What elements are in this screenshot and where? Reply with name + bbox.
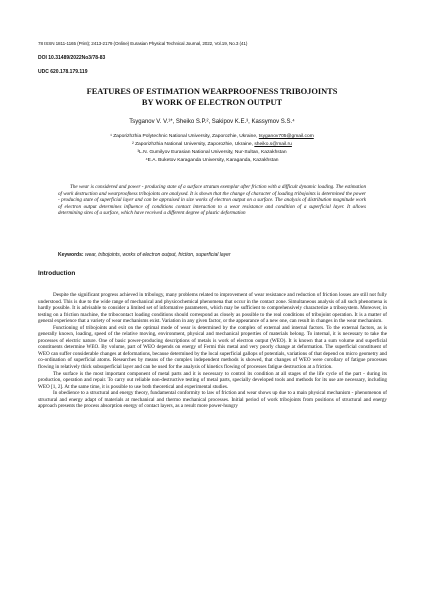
affiliation-1 (38, 133, 386, 141)
paragraph-4: In obedience to a structural and energy theory, fundamental conformity to law of friction and wear shows up due to a main physical mechanism - phenomenon of structural and energy adapt of materials at mechanical and thermo mechanical processes. Initial period of work tribojoints from positions of structural and energy approach presents the process absorption energy of contact layers, as a result more power-hungry (38, 390, 387, 410)
email-link[interactable]: sheiko.s@mail.ru (254, 142, 292, 147)
body-text (38, 292, 387, 410)
paragraph-1: Despite the significant progress achieved in tribology, many problems related to improvement of wear resistance and reduction of friction losses are still not fully understood. This is due to the wide range of mechanical and physicochemical phenomena that occur in the contact zone. Simultaneous analysis of all such phenomena is hardly possible. It is advisable to consider a limited set of informative parameters, which may be sufficient to comprehensively characterize a tribosystem. Moreover, in testing on a friction machine, the tribocontact loading conditions should correspond as closely as possible to the real conditions of tribojoint operation. It is a matter of general experience that a variety of wear mechanisms exist. Variation in any given factor, or the appearance of a new one, can result in changes in the wear mechanism. (38, 292, 387, 325)
affiliation-text: ² Zaporizhzhia National University, Zaporozhie, Ukraine, (132, 142, 255, 147)
paragraph-3: The surface is the most important component of metal parts and it is necessary to control its condition at all stages of the life cycle of the part - during its production, operation and repair. To carry out reliable non-destructive testing of metal parts, specially developed tools and methods for its use are necessary, including WEO [1, 2]. At the same time, it is possible to use both theoretical and experimental studies. (38, 370, 387, 390)
doi-line: DOI 10.31489/2022No3/78-83 (38, 55, 106, 61)
affiliation-text: ⁴E.A. Buketov Karaganda University, Karaganda, Kazakhstan (145, 158, 279, 163)
affiliation-2 (38, 141, 386, 149)
affiliation-list (38, 133, 386, 165)
affiliation-text: ¹ Zaporizhzhia Polytechnic National University, Zaporozhie, Ukraine, (110, 134, 259, 139)
abstract: The wear is considered and power - producing state of a surface stratum exemplar after friction with a difficult dynamic loading. The estimation of work destruction and wearproofness tribojoints are analysed. It is shown that the change of character of loading tribojoints is determined the power - producing state of superficial layer and can be appraised in size works of electron output on a surface. The analysis of distribution magnitude work of electron output determines influence of conditions contact interaction to a wear resistance and condition of a superficial layer. It allows determining sites of a surface, which have received a different degree of plastic deformation (58, 184, 366, 216)
affiliation-text: ³L.N. Gumilyov Eurasian National University, Nur-Sultan, Kazakhstan (137, 150, 287, 155)
paragraph-2: Functioning of tribojoints and exit on the optimal mode of wear is determined by the complex of external and internal factors. To the external factors, as is generally known, loading, speed of the relative moving, environment, physical and mechanical properties of materials belong. To internal, it is necessary to take the processes of electric nature. One of basic power-producing descriptions of metals is work of electron output (WEO). It is known that a sum volume and superficial constituents determine WEO. By volume, part of WEO depends on energy of Fermi this metal and very poorly change at deformation. The superficial constituent of WEO can suffer considerable changes at deformations, because determined by the local superficial gallops of potentials, variations of that depend on micro geometry and co-ordination of superficial atoms. Researches by means of the complex independent methods is showed, that changes of WEO were corollary of fatigue processes flowing in relatively thick subsuperficial layer and can be used for the analysis of kinetics flowing of processes fatigue destruction at a friction. (38, 324, 387, 371)
affiliation-4 (38, 157, 386, 165)
keywords-text: wear, tribojoints, works of electron output, friction, superficial layer (84, 252, 231, 258)
udc-line: UDC 620.178.179.119 (38, 69, 88, 75)
keywords-label: Keywords: (58, 252, 84, 258)
article-title (60, 86, 364, 108)
author-list: Tsyganov V. V.¹*, Sheiko S.P.², Sakipov K.E.³, Kassymov S.S.⁴ (129, 119, 295, 125)
affiliation-3 (38, 149, 386, 157)
journal-header: 78 ISSN 1811-1165 (Print); 2413-2179 (Online) Eurasian Physical Technical Journal, 2022, Vol.19, No.3 (41) (38, 41, 248, 46)
email-link[interactable]: tsyganov705@gmail.com (258, 134, 314, 139)
title-line-1: FEATURES OF ESTIMATION WEARPROOFNESS TRIBOJOINTS (86, 87, 338, 96)
section-title-introduction: Introduction (38, 270, 76, 277)
keywords (58, 252, 368, 258)
title-line-2: BY WORK OF ELECTRON OUTPUT (141, 98, 283, 107)
